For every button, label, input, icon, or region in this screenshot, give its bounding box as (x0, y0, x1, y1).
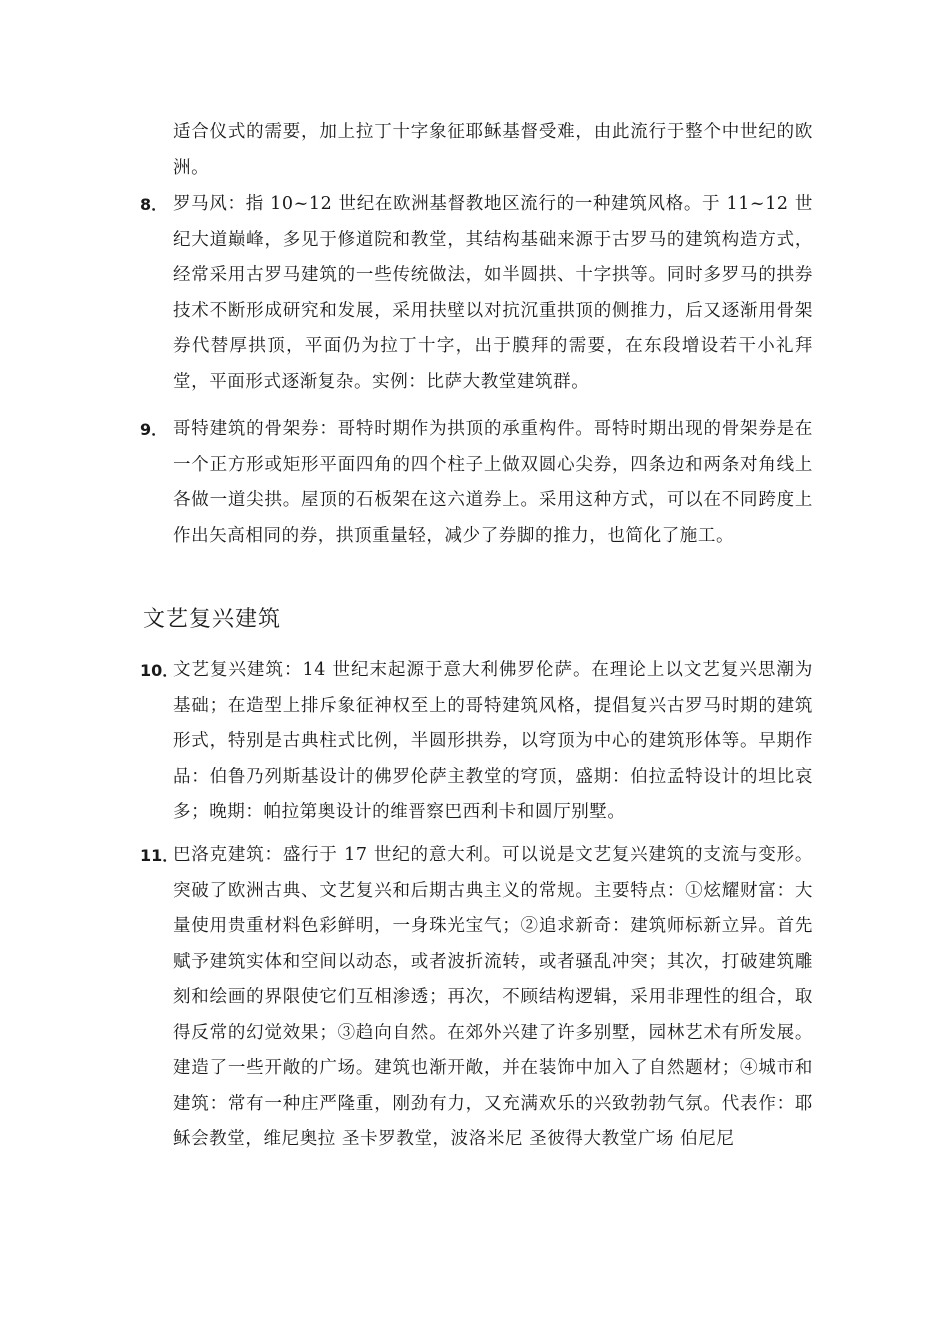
item-number: 8． (140, 195, 168, 214)
item-text: 巴洛克建筑：盛行于 17 世纪的意大利。可以说是文艺复兴建筑的支流与变形。突破了欧洲古典、文艺复兴和后期古典主义的常规。主要特点：①炫耀财富：大量使用贵重材料色彩鲜明，一身珠光宝气；②追求新奇：建筑师标新立异。首先赋予建筑实体和空间以动态，或者波折流转，或者骚乱冲突；其次，打破建筑雕刻和绘画的界限使它们互相渗透；再次，不顾结构逻辑，采用非理性的组合，取得反常的幻觉效果；③趋向自然。在郊外兴建了许多别墅，园林艺术有所发展。建造了一些开敞的广场。建筑也渐开敞，并在装饰中加入了自然题材；④城市和建筑：常有一种庄严隆重，刚劲有力，又充满欢乐的兴致勃勃气氛。代表作：耶稣会教堂，维尼奥拉 圣卡罗教堂，波洛米尼 圣彼得大教堂广场 伯尼尼 (173, 845, 813, 1149)
item-number: 10． (140, 661, 179, 680)
item-text: 哥特建筑的骨架券：哥特时期作为拱顶的承重构件。哥特时期出现的骨架券是在一个正方形或矩形平面四角的四个柱子上做双圆心尖券，四条边和两条对角线上各做一道尖拱。屋顶的石板架在这六道券上。采用这种方式，可以在不同跨度上作出矢高相同的券，拱顶重量轻，减少了券脚的推力，也简化了施工。 (173, 419, 813, 546)
item-number: 9． (140, 420, 168, 439)
continuation-paragraph: 适合仪式的需要，加上拉丁十字象征耶稣基督受难，由此流行于整个中世纪的欧洲。 (173, 122, 813, 178)
item-text: 罗马风：指 10~12 世纪在欧洲基督教地区流行的一种建筑风格。于 11~12 世纪大道巅峰，多见于修道院和教堂，其结构基础来源于古罗马的建筑构造方式，经常采用古罗马建筑的一些传统做法，如半圆拱、十字拱等。同时多罗马的拱券技术不断形成研究和发展，采用扶壁以对抗沉重拱顶的侧推力，后又逐渐用骨架券代替厚拱顶，平面仍为拉丁十字，出于膜拜的需要，在东段增设若干小礼拜堂，平面形式逐渐复杂。实例：比萨大教堂建筑群。 (173, 194, 813, 392)
item-number: 11． (140, 846, 179, 865)
item-text: 文艺复兴建筑：14 世纪末起源于意大利佛罗伦萨。在理论上以文艺复兴思潮为基础；在造型上排斥象征神权至上的哥特建筑风格，提倡复兴古罗马时期的建筑形式，特别是古典柱式比例，半圆形拱券，以穹顶为中心的建筑形体等。早期作品：伯鲁乃列斯基设计的佛罗伦萨主教堂的穹顶，盛期：伯拉孟特设计的坦比哀多；晚期：帕拉第奥设计的维晋察巴西利卡和圆厅别墅。 (173, 660, 813, 822)
section-heading: 文艺复兴建筑 (143, 607, 282, 632)
